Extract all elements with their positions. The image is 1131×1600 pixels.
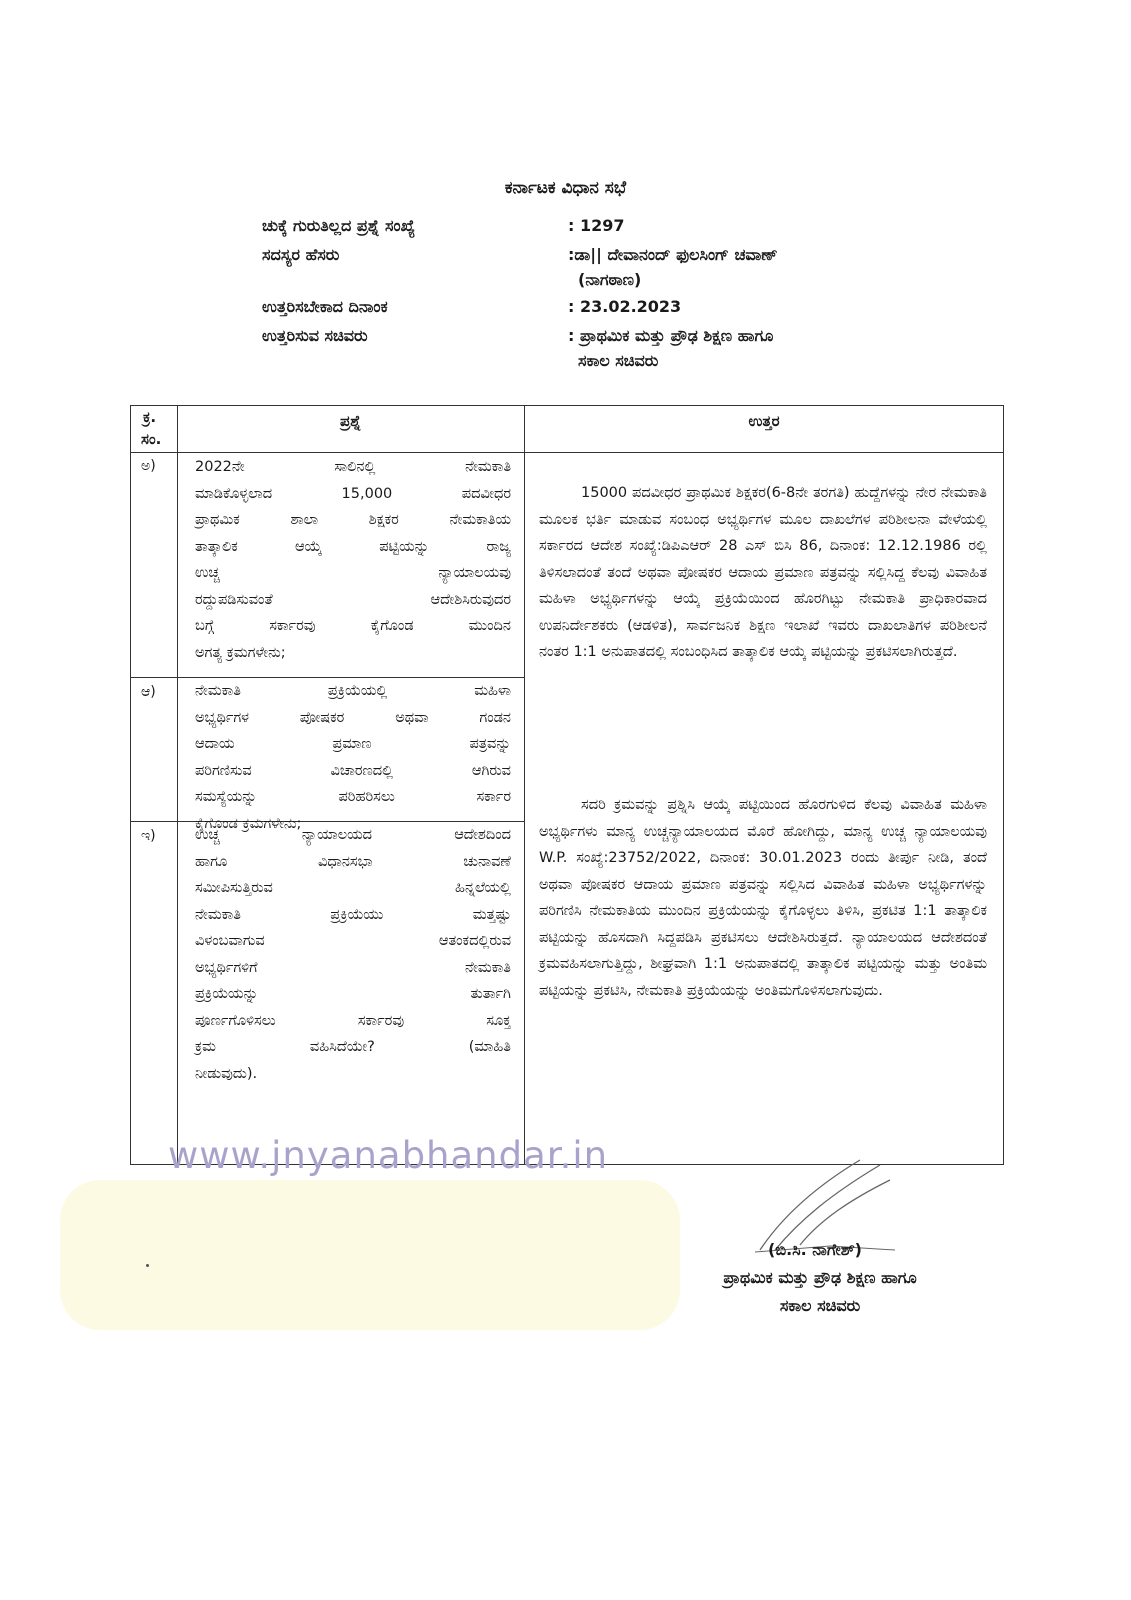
member-name-value: :ಡಾ|| ದೇವಾನಂದ್ ಫುಲಸಿಂಗ್ ಚವಾಣ್ <box>568 245 778 264</box>
answer-paragraph-1: 15000 ಪದವೀಧರ ಪ್ರಾಥಮಿಕ ಶಿಕ್ಷಕರ(6-8ನೇ ತರಗತಿ) ಹುದ್ದೆಗಳನ್ನು ನೇರ ನೇಮಕಾತಿ ಮೂಲಕ ಭರ್ತಿ ಮಾಡುವ ಸಂಬಂಧ ಅಭ್ಯರ್ಥಿಗಳ ಮೂಲ ದಾಖಲೆಗಳ ಪರಿಶೀಲನಾ ವೇಳೆಯಲ್ಲಿ ಸರ್ಕಾರದ ಆದೇಶ ಸಂಖ್ಯೆ:ಡಿಪಿಎಆರ್ 28 ಎಸ್ ಬಿಸಿ 86, ದಿನಾಂಕ: 12.12.1986 ರಲ್ಲಿ ತಿಳಿಸಲಾದಂತೆ ತಂದೆ ಅಥವಾ ಪೋಷಕರ ಆದಾಯ ಪ್ರಮಾಣ ಪತ್ರವನ್ನು ಸಲ್ಲಿಸಿದ್ದ ಕೆಲವು ವಿವಾಹಿತ ಮಹಿಳಾ ಅಭ್ಯರ್ಥಿಗಳನ್ನು ಆಯ್ಕೆ ಪ್ರಕ್ರಿಯೆಯಿಂದ ಹೊರಗಿಟ್ಟು ನೇಮಕಾತಿ ಪ್ರಾಧಿಕಾರವಾದ ಉಪನಿರ್ದೇಶಕರು (ಆಡಳಿತ), ಸಾರ್ವಜನಿಕ ಶಿಕ್ಷಣ ಇಲಾಖೆ ಇವರು ದಾಖಲಾತಿಗಳ ಪರಿಶೀಲನೆ ನಂತರ 1:1 ಅನುಪಾತದಲ್ಲಿ ಸಂಬಂಧಿಸಿದ ತಾತ್ಕಾಲಿಕ ಆಯ್ಕೆ ಪಟ್ಟಿಯನ್ನು ಪ್ರಕಟಿಸಲಾಗಿರುತ್ತದೆ. <box>539 485 987 660</box>
question-number-label: ಚುಕ್ಕೆ ಗುರುತಿಲ್ಲದ ಪ್ರಶ್ನೆ ಸಂಖ್ಯೆ <box>262 216 416 235</box>
question-line: ಸಮಸ್ಯೆಯನ್ನು ಪರಿಹರಿಸಲು ಸರ್ಕಾರ <box>195 789 511 805</box>
answer-date-label: ಉತ್ತರಿಸಬೇಕಾದ ದಿನಾಂಕ <box>262 297 388 316</box>
column-divider <box>177 406 178 1164</box>
question-line: ಹಾಗೂ ವಿಧಾನಸಭಾ ಚುನಾವಣೆ <box>195 853 511 870</box>
question-line: ಆದಾಯ ಪ್ರಮಾಣ ಪತ್ರವನ್ನು <box>195 736 511 752</box>
member-name-label: ಸದಸ್ಯರ ಹೆಸರು <box>262 245 340 264</box>
question-line: ನೀಡುವುದು). <box>195 1065 258 1082</box>
watermark-text: www.jnyanabhandar.in <box>168 1134 609 1177</box>
question-answer-table <box>130 405 1004 1165</box>
question-line: ತಾತ್ಕಾಲಿಕ ಆಯ್ಕೆ ಪಟ್ಟಿಯನ್ನು ರಾಜ್ಯ <box>195 538 511 555</box>
answer-paragraph-2: ಸದರಿ ಕ್ರಮವನ್ನು ಪ್ರಶ್ನಿಸಿ ಆಯ್ಕೆ ಪಟ್ಟಿಯಿಂದ ಹೊರಗುಳಿದ ಕೆಲವು ವಿವಾಹಿತ ಮಹಿಳಾ ಅಭ್ಯರ್ಥಿಗಳು ಮಾನ್ಯ ಉಚ್ಚನ್ಯಾಯಾಲಯದ ಮೊರೆ ಹೋಗಿದ್ದು, ಮಾನ್ಯ ಉಚ್ಚ ನ್ಯಾಯಾಲಯವು W.P. ಸಂಖ್ಯೆ:23752/2022, ದಿನಾಂಕ: 30.01.2023 ರಂದು ತೀರ್ಪು ನೀಡಿ, ತಂದೆ ಅಥವಾ ಪೋಷಕರ ಆದಾಯ ಪ್ರಮಾಣ ಪತ್ರವನ್ನು ಸಲ್ಲಿಸಿದ ವಿವಾಹಿತ ಮಹಿಳಾ ಅಭ್ಯರ್ಥಿಗಳನ್ನು ಪರಿಗಣಿಸಿ ನೇಮಕಾತಿಯ ಮುಂದಿನ ಪ್ರಕ್ರಿಯೆಯನ್ನು ಕೈಗೊಳ್ಳಲು ತಿಳಿಸಿ, ಪ್ರಕಟಿತ 1:1 ತಾತ್ಕಾಲಿಕ ಪಟ್ಟಿಯನ್ನು ಹೊಸದಾಗಿ ಸಿದ್ದಪಡಿಸಿ ಪ್ರಕಟಿಸಲು ಆದೇಶಿಸಿರುತ್ತದೆ. ನ್ಯಾಯಾಲಯದ ಆದೇಶದಂತೆ ಕ್ರಮವಹಿಸಲಾಗುತ್ತಿದ್ದು, ಶೀಘ್ರವಾಗಿ 1:1 ಅನುಪಾತದಲ್ಲಿ ತಾತ್ಕಾಲಿಕ ಪಟ್ಟಿಯನ್ನು ಮತ್ತು ಅಂತಿಮ ಪಟ್ಟಿಯನ್ನು ಪ್ರಕಟಿಸಿ, ನೇಮಕಾತಿ ಪ್ರಕ್ರಿಯೆಯನ್ನು ಅಂತಿಮಗೊಳಿಸಲಾಗುವುದು. <box>539 797 987 999</box>
question-c <box>195 822 511 1087</box>
document-title: ಕರ್ನಾಟಕ ವಿಧಾನ ಸಭೆ <box>504 178 627 198</box>
scan-speck <box>146 1264 149 1267</box>
question-line: ರದ್ದುಪಡಿಸುವಂತೆ ಆದೇಶಿಸಿರುವುದರ <box>195 591 511 608</box>
question-line: ಉಚ್ಚ ನ್ಯಾಯಾಲಯವು <box>195 565 511 581</box>
question-header: ಪ್ರಶ್ನೆ <box>339 412 362 430</box>
minister-value-cont: ಸಕಾಲ ಸಚಿವರು <box>578 351 659 370</box>
member-constituency: (ನಾಗಠಾಣ) <box>578 270 642 289</box>
question-line: 2022ನೇ ಸಾಲಿನಲ್ಲಿ ನೇಮಕಾತಿ <box>195 459 511 475</box>
question-line: ಅಗತ್ಯ ಕ್ರಮಗಳೇನು; <box>195 644 286 661</box>
serial-header-line1: ಕ್ರ. <box>143 408 157 426</box>
question-line: ಅಭ್ಯರ್ಥಿಗಳಿಗೆ ನೇಮಕಾತಿ <box>195 959 511 976</box>
row-serial-a: ಅ) <box>141 458 156 474</box>
paper-highlight <box>60 1180 680 1330</box>
question-line: ಬಗ್ಗೆ ಸರ್ಕಾರವು ಕೈಗೊಂಡ ಮುಂದಿನ <box>195 618 511 634</box>
signatory-designation-cont: ಸಕಾಲ ಸಚಿವರು <box>779 1296 861 1315</box>
question-line: ನೇಮಕಾತಿ ಪ್ರಕ್ರಿಯೆಯು ಮತ್ತಷ್ಟು <box>195 906 511 923</box>
question-line: ಕೈಗೊಂಡ ಕ್ರಮಗಳೇನು; <box>195 815 302 832</box>
question-line: ಕ್ರಮ ವಹಿಸಿದೆಯೇ? (ಮಾಹಿತಿ <box>195 1039 511 1055</box>
minister-value: : ಪ್ರಾಥಮಿಕ ಮತ್ತು ಪ್ರೌಢ ಶಿಕ್ಷಣ ಹಾಗೂ <box>568 326 774 345</box>
question-number-value: : 1297 <box>568 216 625 235</box>
question-line: ನೇಮಕಾತಿ ಪ್ರಕ್ರಿಯೆಯಲ್ಲಿ ಮಹಿಳಾ <box>195 683 511 699</box>
signatory-name: (ಬಿ.ಸಿ. ನಾಗೇಶ್) <box>768 1240 862 1259</box>
question-line: ಪೂರ್ಣಗೊಳಿಸಲು ಸರ್ಕಾರವು ಸೂಕ್ತ <box>195 1012 511 1029</box>
question-line: ಮಾಡಿಕೊಳ್ಳಲಾದ 15,000 ಪದವೀಧರ <box>195 485 511 502</box>
question-line: ವಿಳಂಬವಾಗುವ ಆತಂಕದಲ್ಲಿರುವ <box>195 933 511 949</box>
question-line: ಉಚ್ಚ ನ್ಯಾಯಾಲಯದ ಆದೇಶದಿಂದ <box>195 827 511 843</box>
question-line: ಪರಿಗಣಿಸುವ ವಿಚಾರಣದಲ್ಲಿ ಆಗಿರುವ <box>195 762 511 779</box>
question-line: ಪ್ರಾಥಮಿಕ ಶಾಲಾ ಶಿಕ್ಷಕರ ನೇಮಕಾತಿಯ <box>195 512 511 528</box>
answer-date-value: : 23.02.2023 <box>568 297 682 316</box>
question-line: ಪ್ರಕ್ರಿಯೆಯನ್ನು ತುರ್ತಾಗಿ <box>195 986 511 1002</box>
minister-label: ಉತ್ತರಿಸುವ ಸಚಿವರು <box>262 326 368 345</box>
answer-header: ಉತ್ತರ <box>748 412 780 430</box>
header-divider <box>131 452 1003 453</box>
question-line: ಸಮೀಪಿಸುತ್ತಿರುವ ಹಿನ್ನಲೆಯಲ್ಲಿ <box>195 880 511 896</box>
row-serial-b: ಆ) <box>141 684 156 700</box>
serial-header-line2: ಸಂ. <box>141 430 162 448</box>
row-serial-c: ಇ) <box>141 828 156 844</box>
question-a <box>195 454 511 666</box>
question-b <box>195 678 511 837</box>
signatory-designation: ಪ್ರಾಥಮಿಕ ಮತ್ತು ಪ್ರೌಢ ಶಿಕ್ಷಣ ಹಾಗೂ <box>723 1268 917 1287</box>
column-divider <box>524 406 525 1164</box>
question-line: ಅಭ್ಯರ್ಥಿಗಳ ಪೋಷಕರ ಅಥವಾ ಗಂಡನ <box>195 709 511 726</box>
